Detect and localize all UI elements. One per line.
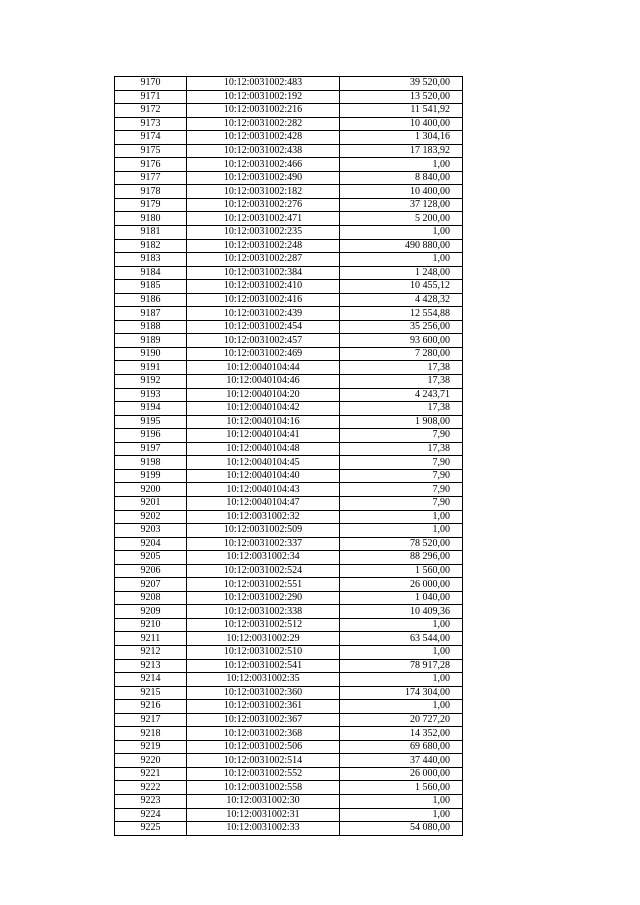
cadastral-number: 10:12:0031002:471 [187, 212, 340, 226]
row-number: 9171 [115, 90, 187, 104]
cadastral-number: 10:12:0040104:44 [187, 361, 340, 375]
row-number: 9187 [115, 307, 187, 321]
table-row [115, 171, 463, 185]
table-row [115, 713, 463, 727]
row-number: 9224 [115, 808, 187, 822]
table-row [115, 700, 463, 714]
row-number: 9207 [115, 578, 187, 592]
cadastral-number: 10:12:0031002:338 [187, 605, 340, 619]
table-row [115, 822, 463, 836]
table-row [115, 632, 463, 646]
table-row [115, 280, 463, 294]
table-row [115, 537, 463, 551]
cadastral-value: 4 243,71 [340, 388, 463, 402]
cadastral-value-table [114, 76, 463, 836]
table-row [115, 442, 463, 456]
row-number: 9213 [115, 659, 187, 673]
cadastral-number: 10:12:0031002:457 [187, 334, 340, 348]
cadastral-number: 10:12:0040104:47 [187, 496, 340, 510]
row-number: 9183 [115, 253, 187, 267]
cadastral-value: 17,38 [340, 375, 463, 389]
table-row [115, 402, 463, 416]
cadastral-number: 10:12:0040104:45 [187, 456, 340, 470]
table-row [115, 104, 463, 118]
table-row [115, 469, 463, 483]
cadastral-value: 1,00 [340, 253, 463, 267]
cadastral-value: 1,00 [340, 794, 463, 808]
cadastral-value: 490 880,00 [340, 239, 463, 253]
cadastral-value: 174 304,00 [340, 686, 463, 700]
row-number: 9212 [115, 645, 187, 659]
table-row [115, 794, 463, 808]
row-number: 9203 [115, 524, 187, 538]
cadastral-value: 1,00 [340, 510, 463, 524]
row-number: 9217 [115, 713, 187, 727]
cadastral-value: 13 520,00 [340, 90, 463, 104]
table-row [115, 307, 463, 321]
row-number: 9202 [115, 510, 187, 524]
cadastral-number: 10:12:0031002:438 [187, 144, 340, 158]
row-number: 9218 [115, 727, 187, 741]
row-number: 9201 [115, 496, 187, 510]
cadastral-value: 1,00 [340, 158, 463, 172]
cadastral-number: 10:12:0031002:506 [187, 740, 340, 754]
row-number: 9176 [115, 158, 187, 172]
cadastral-value: 12 554,88 [340, 307, 463, 321]
table-row [115, 375, 463, 389]
cadastral-value: 1,00 [340, 700, 463, 714]
table-row [115, 591, 463, 605]
table-row [115, 334, 463, 348]
cadastral-number: 10:12:0031002:276 [187, 198, 340, 212]
cadastral-value: 17,38 [340, 361, 463, 375]
cadastral-number: 10:12:0031002:360 [187, 686, 340, 700]
cadastral-value: 78 917,28 [340, 659, 463, 673]
cadastral-value: 10 400,00 [340, 117, 463, 131]
row-number: 9206 [115, 564, 187, 578]
row-number: 9195 [115, 415, 187, 429]
table-row [115, 253, 463, 267]
cadastral-number: 10:12:0031002:428 [187, 131, 340, 145]
table-row [115, 77, 463, 91]
table-row [115, 767, 463, 781]
cadastral-number: 10:12:0031002:192 [187, 90, 340, 104]
cadastral-number: 10:12:0031002:248 [187, 239, 340, 253]
cadastral-number: 10:12:0040104:40 [187, 469, 340, 483]
cadastral-number: 10:12:0031002:558 [187, 781, 340, 795]
cadastral-value: 1 560,00 [340, 564, 463, 578]
row-number: 9225 [115, 822, 187, 836]
row-number: 9181 [115, 226, 187, 240]
cadastral-value: 88 296,00 [340, 551, 463, 565]
row-number: 9216 [115, 700, 187, 714]
row-number: 9192 [115, 375, 187, 389]
cadastral-number: 10:12:0031002:287 [187, 253, 340, 267]
table-row [115, 754, 463, 768]
cadastral-number: 10:12:0040104:43 [187, 483, 340, 497]
row-number: 9179 [115, 198, 187, 212]
cadastral-value: 17,38 [340, 402, 463, 416]
row-number: 9170 [115, 77, 187, 91]
cadastral-number: 10:12:0031002:282 [187, 117, 340, 131]
cadastral-number: 10:12:0031002:30 [187, 794, 340, 808]
table-row [115, 524, 463, 538]
cadastral-number: 10:12:0031002:31 [187, 808, 340, 822]
row-number: 9222 [115, 781, 187, 795]
row-number: 9177 [115, 171, 187, 185]
cadastral-number: 10:12:0031002:469 [187, 347, 340, 361]
row-number: 9215 [115, 686, 187, 700]
cadastral-number: 10:12:0040104:42 [187, 402, 340, 416]
cadastral-value: 14 352,00 [340, 727, 463, 741]
cadastral-value: 7 280,00 [340, 347, 463, 361]
cadastral-value: 37 128,00 [340, 198, 463, 212]
table-row [115, 90, 463, 104]
row-number: 9186 [115, 293, 187, 307]
cadastral-value: 1,00 [340, 808, 463, 822]
row-number: 9204 [115, 537, 187, 551]
row-number: 9189 [115, 334, 187, 348]
cadastral-number: 10:12:0031002:368 [187, 727, 340, 741]
cadastral-number: 10:12:0031002:490 [187, 171, 340, 185]
table-row [115, 266, 463, 280]
row-number: 9219 [115, 740, 187, 754]
table-row [115, 388, 463, 402]
table-row [115, 131, 463, 145]
row-number: 9198 [115, 456, 187, 470]
cadastral-number: 10:12:0031002:483 [187, 77, 340, 91]
row-number: 9209 [115, 605, 187, 619]
cadastral-value: 5 200,00 [340, 212, 463, 226]
cadastral-number: 10:12:0031002:35 [187, 673, 340, 687]
cadastral-value: 10 400,00 [340, 185, 463, 199]
cadastral-number: 10:12:0031002:466 [187, 158, 340, 172]
cadastral-value: 11 541,92 [340, 104, 463, 118]
row-number: 9205 [115, 551, 187, 565]
table-row [115, 740, 463, 754]
cadastral-value: 17,38 [340, 442, 463, 456]
row-number: 9210 [115, 618, 187, 632]
cadastral-number: 10:12:0040104:41 [187, 429, 340, 443]
cadastral-value: 35 256,00 [340, 320, 463, 334]
row-number: 9182 [115, 239, 187, 253]
cadastral-value: 26 000,00 [340, 578, 463, 592]
cadastral-value: 10 409,36 [340, 605, 463, 619]
table-row [115, 808, 463, 822]
row-number: 9214 [115, 673, 187, 687]
cadastral-value: 63 544,00 [340, 632, 463, 646]
table-row [115, 510, 463, 524]
cadastral-number: 10:12:0031002:337 [187, 537, 340, 551]
cadastral-value: 69 680,00 [340, 740, 463, 754]
row-number: 9190 [115, 347, 187, 361]
cadastral-number: 10:12:0031002:216 [187, 104, 340, 118]
row-number: 9197 [115, 442, 187, 456]
cadastral-value: 1,00 [340, 226, 463, 240]
cadastral-value: 7,90 [340, 483, 463, 497]
table-row [115, 198, 463, 212]
cadastral-number: 10:12:0031002:290 [187, 591, 340, 605]
table-row [115, 551, 463, 565]
row-number: 9191 [115, 361, 187, 375]
row-number: 9223 [115, 794, 187, 808]
table-row [115, 415, 463, 429]
cadastral-number: 10:12:0031002:182 [187, 185, 340, 199]
cadastral-number: 10:12:0040104:16 [187, 415, 340, 429]
cadastral-value: 26 000,00 [340, 767, 463, 781]
table-row [115, 605, 463, 619]
row-number: 9173 [115, 117, 187, 131]
cadastral-value: 1,00 [340, 673, 463, 687]
table-row [115, 239, 463, 253]
cadastral-number: 10:12:0031002:509 [187, 524, 340, 538]
cadastral-value: 4 428,32 [340, 293, 463, 307]
row-number: 9180 [115, 212, 187, 226]
row-number: 9188 [115, 320, 187, 334]
table-row [115, 144, 463, 158]
row-number: 9196 [115, 429, 187, 443]
table-row [115, 483, 463, 497]
table-row [115, 212, 463, 226]
cadastral-number: 10:12:0031002:510 [187, 645, 340, 659]
cadastral-value: 1 040,00 [340, 591, 463, 605]
table-row [115, 226, 463, 240]
cadastral-value: 7,90 [340, 429, 463, 443]
cadastral-number: 10:12:0031002:235 [187, 226, 340, 240]
table-body [115, 77, 463, 836]
table-row [115, 185, 463, 199]
cadastral-value: 1 908,00 [340, 415, 463, 429]
cadastral-number: 10:12:0031002:524 [187, 564, 340, 578]
cadastral-number: 10:12:0031002:541 [187, 659, 340, 673]
cadastral-value: 39 520,00 [340, 77, 463, 91]
cadastral-number: 10:12:0031002:384 [187, 266, 340, 280]
cadastral-number: 10:12:0031002:32 [187, 510, 340, 524]
row-number: 9199 [115, 469, 187, 483]
cadastral-value: 78 520,00 [340, 537, 463, 551]
table-row [115, 673, 463, 687]
cadastral-number: 10:12:0031002:361 [187, 700, 340, 714]
row-number: 9175 [115, 144, 187, 158]
cadastral-number: 10:12:0031002:416 [187, 293, 340, 307]
table-row [115, 659, 463, 673]
row-number: 9172 [115, 104, 187, 118]
cadastral-value: 1,00 [340, 645, 463, 659]
table-row [115, 361, 463, 375]
table-row [115, 727, 463, 741]
cadastral-number: 10:12:0031002:514 [187, 754, 340, 768]
table-row [115, 618, 463, 632]
table-row [115, 564, 463, 578]
row-number: 9211 [115, 632, 187, 646]
row-number: 9221 [115, 767, 187, 781]
row-number: 9193 [115, 388, 187, 402]
cadastral-value: 1 560,00 [340, 781, 463, 795]
table-row [115, 578, 463, 592]
table-row [115, 158, 463, 172]
cadastral-number: 10:12:0031002:33 [187, 822, 340, 836]
cadastral-number: 10:12:0040104:48 [187, 442, 340, 456]
row-number: 9184 [115, 266, 187, 280]
row-number: 9178 [115, 185, 187, 199]
table-row [115, 293, 463, 307]
cadastral-value: 1 248,00 [340, 266, 463, 280]
row-number: 9220 [115, 754, 187, 768]
row-number: 9200 [115, 483, 187, 497]
cadastral-number: 10:12:0031002:551 [187, 578, 340, 592]
cadastral-value: 7,90 [340, 496, 463, 510]
cadastral-value: 7,90 [340, 469, 463, 483]
table-row [115, 320, 463, 334]
cadastral-number: 10:12:0031002:512 [187, 618, 340, 632]
cadastral-value: 1,00 [340, 618, 463, 632]
row-number: 9185 [115, 280, 187, 294]
cadastral-value: 93 600,00 [340, 334, 463, 348]
table-row [115, 117, 463, 131]
table-row [115, 686, 463, 700]
cadastral-number: 10:12:0031002:410 [187, 280, 340, 294]
cadastral-value: 7,90 [340, 456, 463, 470]
cadastral-value: 10 455,12 [340, 280, 463, 294]
row-number: 9174 [115, 131, 187, 145]
table-row [115, 347, 463, 361]
table-row [115, 456, 463, 470]
cadastral-number: 10:12:0031002:29 [187, 632, 340, 646]
cadastral-value: 17 183,92 [340, 144, 463, 158]
cadastral-value: 54 080,00 [340, 822, 463, 836]
cadastral-value: 1 304,16 [340, 131, 463, 145]
cadastral-value: 8 840,00 [340, 171, 463, 185]
cadastral-number: 10:12:0031002:454 [187, 320, 340, 334]
cadastral-number: 10:12:0031002:552 [187, 767, 340, 781]
table-row [115, 496, 463, 510]
table-row [115, 781, 463, 795]
cadastral-number: 10:12:0040104:20 [187, 388, 340, 402]
cadastral-number: 10:12:0040104:46 [187, 375, 340, 389]
row-number: 9208 [115, 591, 187, 605]
table-row [115, 429, 463, 443]
cadastral-value: 1,00 [340, 524, 463, 538]
cadastral-number: 10:12:0031002:34 [187, 551, 340, 565]
table-row [115, 645, 463, 659]
cadastral-value: 37 440,00 [340, 754, 463, 768]
row-number: 9194 [115, 402, 187, 416]
cadastral-number: 10:12:0031002:439 [187, 307, 340, 321]
cadastral-value: 20 727,20 [340, 713, 463, 727]
cadastral-number: 10:12:0031002:367 [187, 713, 340, 727]
